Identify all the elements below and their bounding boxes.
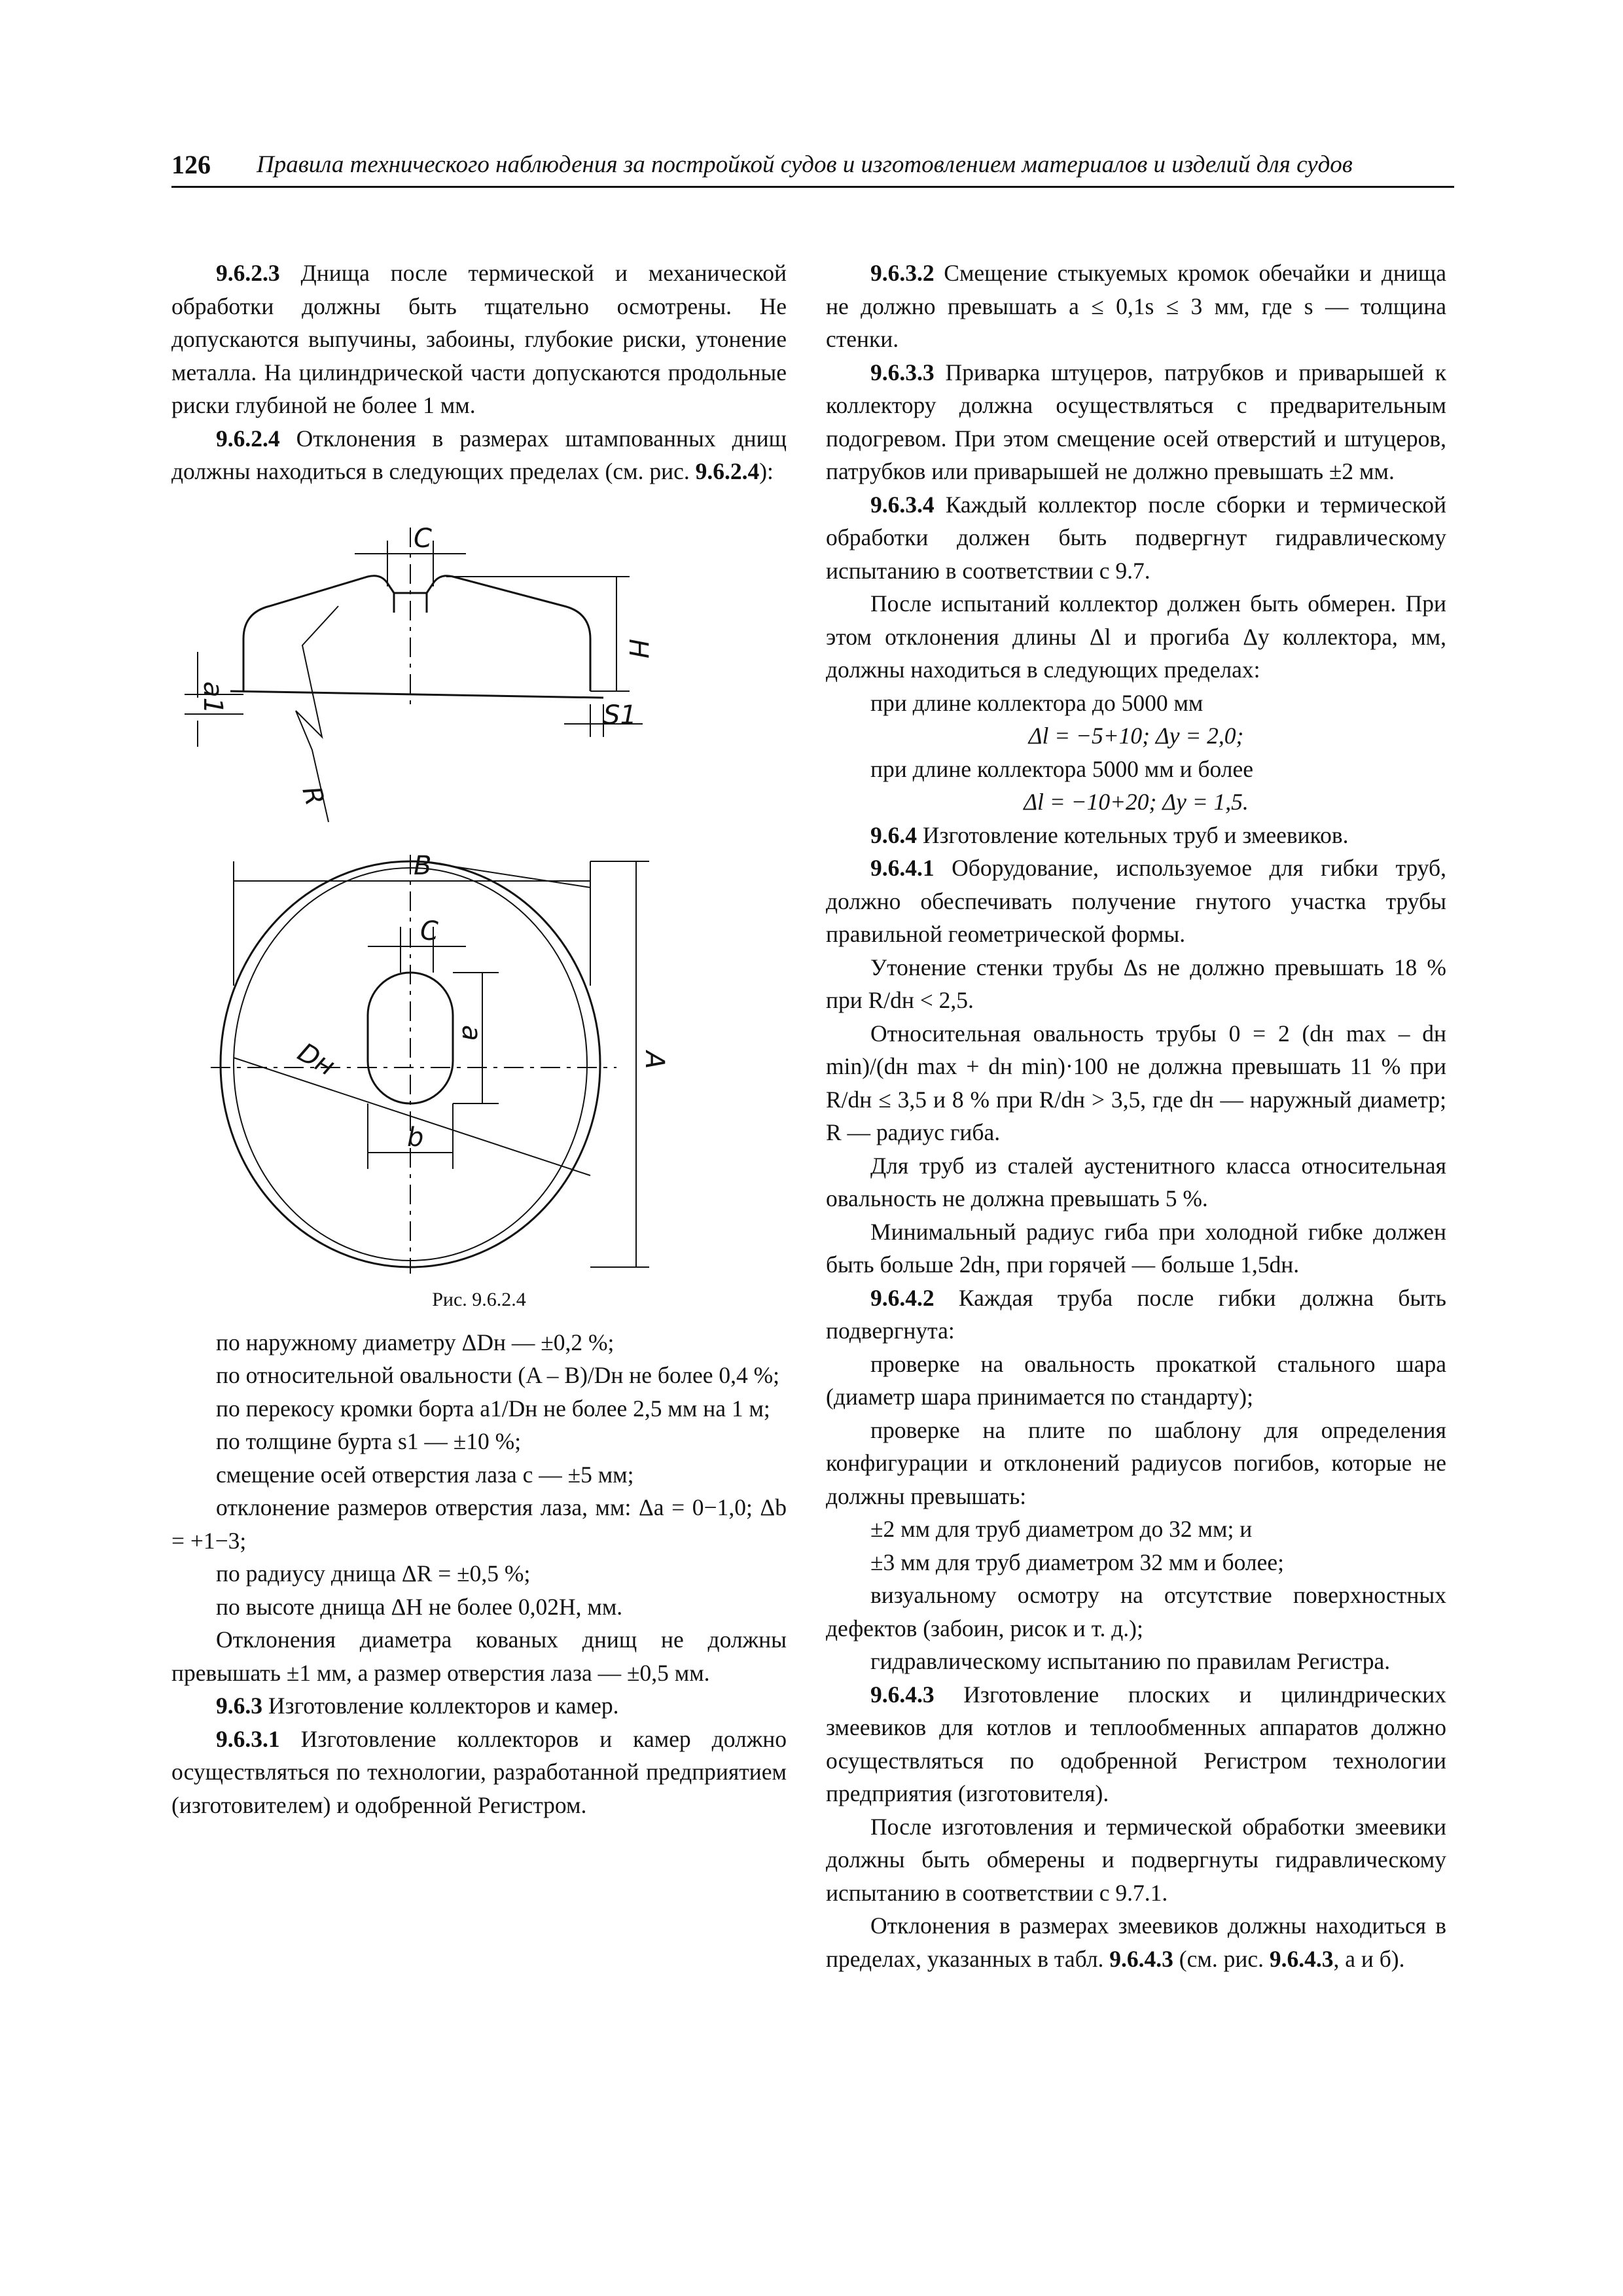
limit-small-pipes: ±2 мм для труб диаметром до 32 мм; и: [870, 1516, 1253, 1542]
check-visual: визуальному осмотру на отсутствие поверхностных дефектов (забоин, рисок и т. д.);: [826, 1582, 1446, 1641]
paragraph-9-6-3-2: 9.6.3.2 Смещение стыкуемых кромок обечайки и днища не должно превышать a ≤ 0,1s ≤ 3 мм, где s — толщина стенки.: [826, 260, 1446, 352]
coil-inspection: После изготовления и термической обработки змеевики должны быть обмерены и подвергнуты гидравлическому испытанию в соответствии с 9.7.1.: [826, 1813, 1446, 1906]
paragraph-9-6-4-1: 9.6.4.1 Оборудование, используемое для гибки труб, должно обеспечивать получение гнутого участка трубы правильной геометрической формы.: [826, 855, 1446, 947]
left-column: [171, 257, 787, 1821]
relative-ovality: Относительная овальность трубы 0 = 2 (dн max – dн min)/(dн max + dн min)·100 не должна превышать 11 % при R/dн ≤ 3,5 и 8 % при R/dн > 3,5, где dн — наружный диаметр; R — радиус гиба.: [826, 1020, 1446, 1145]
tolerance-manhole: отклонение размеров отверстия лаза, мм: Δa = 0−1,0; Δb = +1−3;: [171, 1494, 787, 1554]
label-a1: a1: [198, 681, 228, 714]
length-condition-1: при длине коллектора до 5000 мм: [870, 689, 1204, 716]
section-9-6-4: 9.6.4 Изготовление котельных труб и змеевиков.: [870, 821, 1349, 848]
tolerance-collar: по толщине бурта s1 — ±10 %;: [216, 1428, 522, 1454]
label-A: A: [639, 1050, 669, 1069]
label-c-mid: C: [420, 916, 438, 946]
label-a: a: [456, 1024, 486, 1041]
tolerance-skew: по перекосу кромки борта a1/Dн не более 2,5 мм на 1 м;: [216, 1395, 770, 1422]
austenitic-ovality: Для труб из сталей аустенитного класса относительная овальность не должна превышать 5 %.: [826, 1152, 1446, 1211]
dish-edge: [230, 691, 603, 698]
coil-deviations: Отклонения в размерах змеевиков должны находиться в пределах, указанных в табл. 9.6.4.3 (см. рис. 9.6.4.3, а и б).: [826, 1912, 1446, 1972]
formula-2: Δl = −10+20; Δy = 1,5.: [1024, 789, 1249, 815]
dish-drawing: [171, 514, 787, 1274]
figure-caption: Рис. 9.6.2.4: [432, 1288, 526, 1310]
formula-1: Δl = −5+10; Δy = 2,0;: [1028, 723, 1244, 749]
tolerance-height: по высоте днища ΔH не более 0,02H, мм.: [216, 1593, 623, 1620]
tolerance-ovality: по относительной овальности (A – B)/Dн не более 0,4 %;: [216, 1362, 780, 1388]
label-B: B: [414, 850, 432, 881]
right-column: [826, 257, 1446, 1975]
paragraph-9-6-2-4: 9.6.2.4 Отклонения в размерах штампованных днищ должны находиться в следующих пределах (см. рис. 9.6.2.4):: [171, 425, 787, 484]
label-R: R: [296, 783, 330, 808]
tolerance-diameter: по наружному диаметру ΔDн — ±0,2 %;: [216, 1329, 615, 1355]
forged-dish-tolerance: Отклонения диаметра кованых днищ не должны превышать ±1 мм, а размер отверстия лаза — ±0,5 мм.: [171, 1626, 787, 1686]
paragraph-measurement: После испытаний коллектор должен быть обмерен. При этом отклонения длины Δl и прогиба Δy коллектора, мм, должны находиться в следующих пределах:: [826, 590, 1446, 683]
paragraph-9-6-4-3: 9.6.4.3 Изготовление плоских и цилиндрических змеевиков для котлов и теплообменных аппаратов должно осуществляться по одобренной Регистром технологии предприятия (изготовителя).: [826, 1681, 1446, 1806]
label-c-top: C: [414, 523, 432, 554]
section-9-6-3: 9.6.3 Изготовление коллекторов и камер.: [216, 1693, 619, 1719]
label-S1: S1: [603, 700, 637, 730]
paragraph-9-6-3-1: 9.6.3.1 Изготовление коллекторов и камер должно осуществляться по технологии, разработанной предприятием (изготовителем) и одобренной Регистром.: [171, 1725, 787, 1818]
limit-large-pipes: ±3 мм для труб диаметром 32 мм и более;: [870, 1549, 1284, 1575]
paragraph-9-6-3-4: 9.6.3.4 Каждый коллектор после сборки и термической обработки должен быть подвергнут гидравлическому испытанию в соответствии с 9.7.: [826, 491, 1446, 584]
check-hydraulic: гидравлическому испытанию по правилам Регистра.: [870, 1648, 1391, 1674]
figure-9-6-2-4: [171, 514, 787, 1326]
check-template: проверке на плите по шаблону для определения конфигурации и отклонений радиусов погибов, которые не должны превышать:: [826, 1416, 1446, 1509]
paragraph-9-6-3-3: 9.6.3.3 Приварка штуцеров, патрубков и приварышей к коллектору должна осуществляться с предварительным подогревом. При этом смещение осей отверстий и штуцеров, патрубков или приварышей не должно превышать ±2 мм.: [826, 359, 1446, 484]
wall-thinning: Утонение стенки трубы Δs не должно превышать 18 % при R/dн < 2,5.: [826, 954, 1446, 1013]
tolerance-offset: смещение осей отверстия лаза c — ±5 мм;: [216, 1461, 634, 1488]
min-bend-radius: Минимальный радиус гиба при холодной гибке должен быть больше 2dн, при горячей — больше 1,5dн.: [826, 1218, 1446, 1278]
page-header: [171, 147, 1454, 188]
paragraph-9-6-2-3: 9.6.2.3 Днища после термической и механической обработки должны быть тщательно осмотрены. Не допускаются выпучины, забоины, глубокие риски, утонение металла. На цилиндрической части допускаются продольные риски глубиной не более 1 мм.: [171, 260, 787, 418]
label-b: b: [407, 1122, 424, 1153]
page-number: 126: [171, 150, 211, 179]
running-title: Правила технического наблюдения за постройкой судов и изготовлением материалов и изделий для судов: [257, 151, 1353, 178]
paragraph-9-6-4-2: 9.6.4.2 Каждая труба после гибки должна быть подвергнута:: [826, 1284, 1446, 1344]
label-H: H: [623, 638, 653, 658]
check-ovality: проверке на овальность прокаткой стального шара (диаметр шара принимается по стандарту);: [826, 1350, 1446, 1410]
tolerance-radius: по радиусу днища ΔR = ±0,5 %;: [216, 1560, 531, 1587]
label-Dn: Dн: [293, 1037, 340, 1082]
length-condition-2: при длине коллектора 5000 мм и более: [870, 755, 1254, 782]
dish-profile: [243, 575, 590, 691]
